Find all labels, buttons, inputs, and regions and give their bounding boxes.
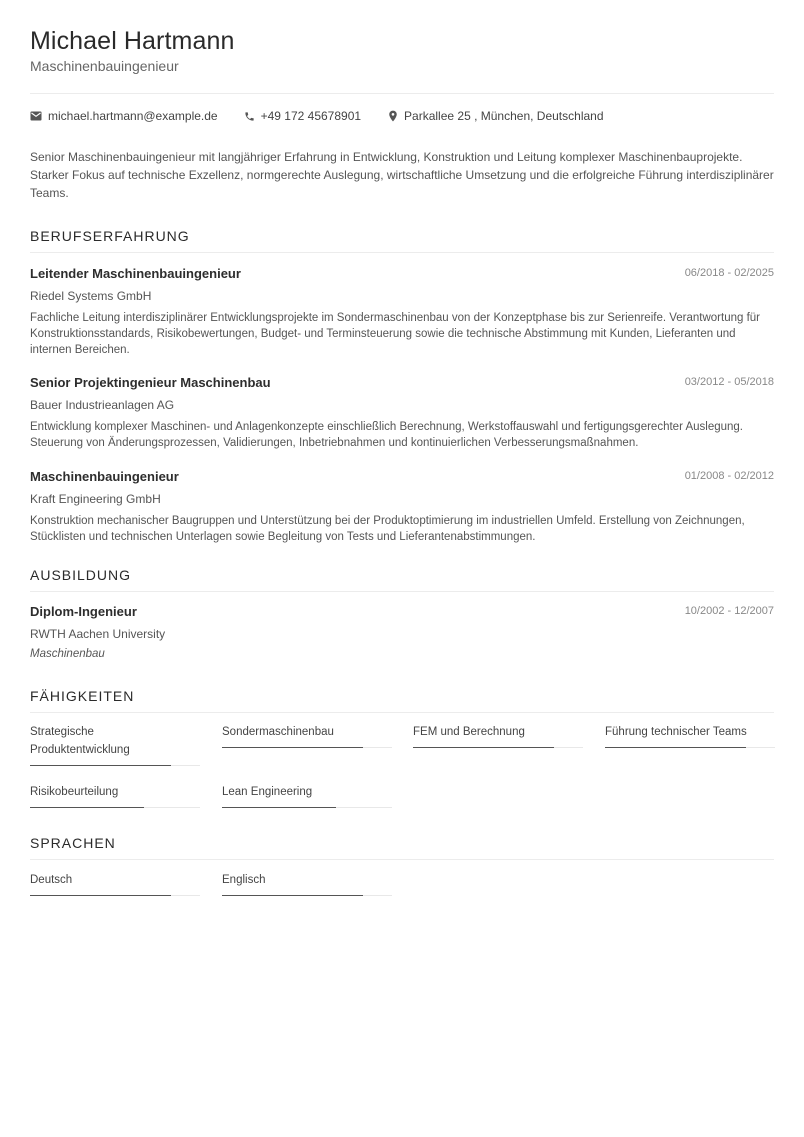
- language-level-bar: [30, 895, 200, 896]
- experience-divider: [30, 252, 774, 253]
- experience-title: Leitender Maschinenbauingenieur: [30, 266, 241, 281]
- skill-item: [605, 723, 775, 741]
- language-name: Englisch: [222, 874, 266, 886]
- contact-phone[interactable]: [244, 109, 361, 123]
- skill-level-bar: [222, 747, 392, 748]
- languages-heading: SPRACHEN: [30, 835, 116, 851]
- skill-level-fill: [222, 807, 336, 808]
- language-name: Deutsch: [30, 874, 73, 886]
- skill-level-fill: [413, 747, 554, 748]
- skill-level-bar: [30, 807, 200, 808]
- contact-address: [388, 109, 603, 123]
- contact-row: [30, 109, 604, 123]
- education-school: RWTH Aachen University: [30, 627, 166, 641]
- experience-heading: BERUFSERFAHRUNG: [30, 228, 190, 244]
- skill-name: Führung technischer Teams: [605, 726, 747, 738]
- experience-description: Entwicklung komplexer Maschinen- und Anlagenkonzepte einschließlich Berechnung, Werkstoffauswahl und fertigungsgerechter Auslegung. Steuerung von Änderungsprozessen, Validierungen, Inbetriebnahmen und kontinuierlichen Verbesserungsmaßnahmen.: [30, 421, 743, 449]
- experience-date: 06/2018 - 02/2025: [684, 267, 774, 279]
- language-level-fill: [30, 895, 171, 896]
- skill-name: Sondermaschinenbau: [222, 726, 334, 738]
- contact-email[interactable]: [30, 109, 218, 123]
- language-item: [30, 871, 200, 889]
- email-text: michael.hartmann@example.de: [48, 109, 218, 123]
- experience-company: Riedel Systems GmbH: [30, 289, 152, 303]
- experience-company: Bauer Industrieanlagen AG: [30, 398, 175, 412]
- email-icon: [30, 111, 42, 121]
- skill-level-bar: [30, 765, 200, 766]
- skill-level-fill: [30, 807, 144, 808]
- skill-name: Strategische Produktentwicklung: [30, 726, 130, 756]
- location-icon: [388, 110, 398, 122]
- header-divider: [30, 93, 774, 94]
- experience-title: Maschinenbauingenieur: [30, 469, 179, 484]
- skill-name: Lean Engineering: [222, 786, 313, 798]
- language-level-bar: [222, 895, 392, 896]
- skills-divider: [30, 712, 774, 713]
- summary-text: Senior Maschinenbauingenieur mit langjähriger Erfahrung in Entwicklung, Konstruktion und Leitung komplexer Maschinenbauprojekte. Starker Fokus auf technische Exzellenz, normgerechte Auslegung, wirtschaftliche Umsetzung und die erfolgreiche Führung interdisziplinärer Teams.: [30, 150, 774, 200]
- skill-name: FEM und Berechnung: [413, 726, 525, 738]
- language-level-fill: [222, 895, 363, 896]
- skill-level-fill: [605, 747, 746, 748]
- education-heading: AUSBILDUNG: [30, 567, 132, 583]
- skill-level-fill: [30, 765, 171, 766]
- skill-item: [222, 723, 392, 741]
- education-date: 10/2002 - 12/2007: [684, 605, 774, 617]
- job-title-subtitle: Maschinenbauingenieur: [30, 58, 179, 74]
- skill-item: [413, 723, 583, 741]
- experience-description: Konstruktion mechanischer Baugruppen und Unterstützung bei der Produktoptimierung im industriellen Umfeld. Erstellung von Zeichnungen, Stücklisten und technischen Unterlagen sowie Begleitung von Tests und Lieferantenabstimmungen.: [30, 515, 745, 543]
- languages-divider: [30, 859, 774, 860]
- skill-level-bar: [222, 807, 392, 808]
- experience-description: Fachliche Leitung interdisziplinärer Entwicklungsprojekte im Sondermaschinenbau von der Konzeptphase bis zur Serienreife. Verantwortung für Konstruktionsstandards, Risikobewertungen, Budget- und Terminsteuerung sowie die technische Abstimmung mit Kunden, Lieferanten und internen Bereichen.: [30, 312, 761, 356]
- skill-item: [30, 783, 200, 801]
- skill-level-fill: [222, 747, 363, 748]
- experience-title: Senior Projektingenieur Maschinenbau: [30, 375, 271, 390]
- skill-level-bar: [605, 747, 775, 748]
- education-field: Maschinenbau: [30, 648, 105, 660]
- skill-level-bar: [413, 747, 583, 748]
- skills-heading: FÄHIGKEITEN: [30, 688, 135, 704]
- phone-text: +49 172 45678901: [260, 109, 362, 123]
- education-divider: [30, 591, 774, 592]
- skill-item: [30, 723, 200, 759]
- language-item: [222, 871, 392, 889]
- experience-date: 01/2008 - 02/2012: [684, 470, 774, 482]
- skill-item: [222, 783, 392, 801]
- experience-date: 03/2012 - 05/2018: [684, 376, 774, 388]
- skill-name: Risikobeurteilung: [30, 786, 119, 798]
- phone-icon: [244, 111, 255, 122]
- experience-company: Kraft Engineering GmbH: [30, 492, 161, 506]
- address-text: Parkallee 25 , München, Deutschland: [404, 109, 604, 123]
- education-degree: Diplom-Ingenieur: [30, 604, 137, 619]
- person-name: Michael Hartmann: [30, 27, 235, 55]
